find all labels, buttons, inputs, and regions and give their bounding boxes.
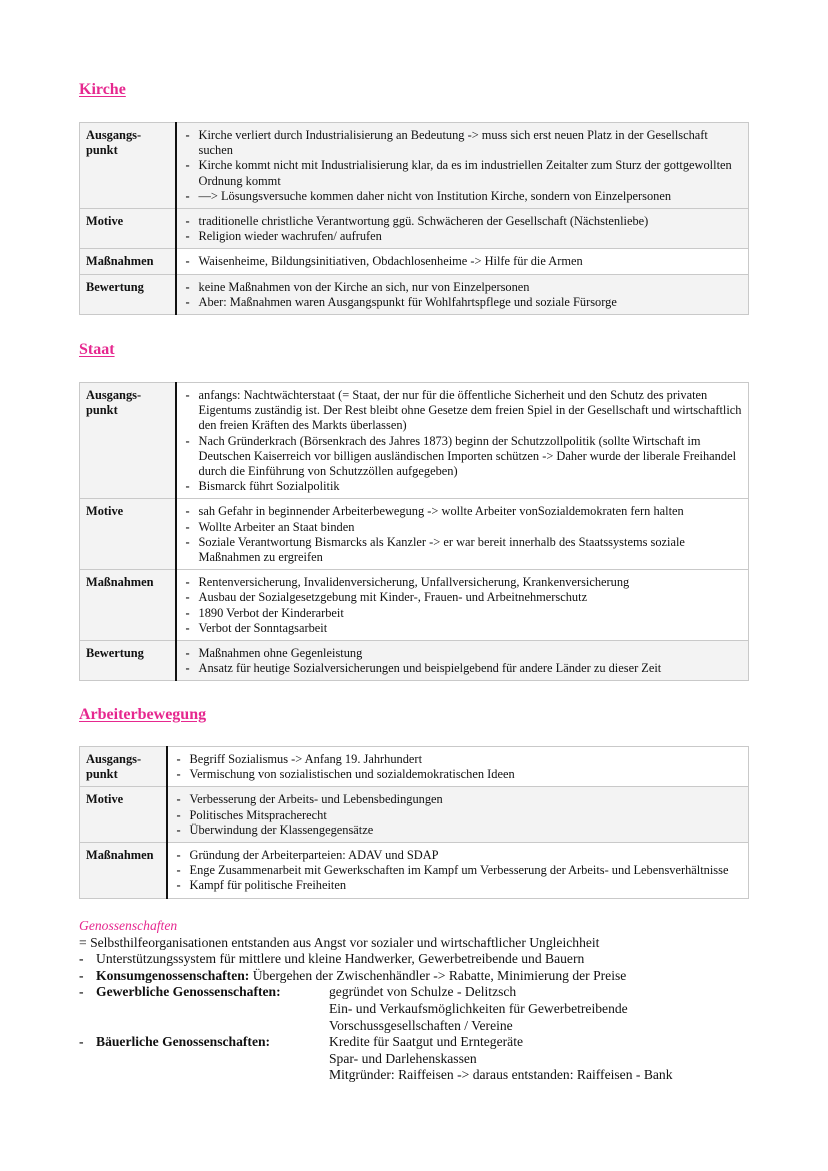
row-label: Motive [80,787,167,843]
list-item: - Soziale Verantwortung Bismarcks als Kanzler -> er war bereit innerhalb des Staatssystems soziale Maßnahmen zu ergreifen [183,535,743,565]
row-label: Maßnahmen [80,249,176,274]
row-label: Bewertung [80,641,176,681]
table-row [80,641,749,681]
list-item: - Kirche kommt nicht mit Industrialisierung klar, da es im industriellen Zeitalter zum Sturz der gottgewollten Ordnung kommt [183,158,743,188]
list-item [96,968,626,985]
list-item: - Waisenheime, Bildungsinitiativen, Obdachlosenheime -> Hilfe für die Armen [183,254,743,269]
list-item: Unterstützungssystem für mittlere und kleine Handwerker, Gewerbetreibende und Bauern [96,951,585,967]
list-item: - Rentenversicherung, Invalidenversicherung, Unfallversicherung, Krankenversicherung [183,575,743,590]
row-value [176,383,749,499]
row-value [176,123,749,209]
list-item: - Politisches Mitspracherecht [174,808,743,823]
list-item: - anfangs: Nachtwächterstaat (= Staat, der nur für die öffentliche Sicherheit und den Schutz des privaten Eigentums zuständig ist. Der Rest bleibt ohne Gesetze dem freien Spiel in der Gesellschaft und wirtschaftlich den freien Kräften des Markts überlassen) [183,388,743,434]
table-row [80,843,749,899]
table-kirche [79,122,749,315]
table-row [80,747,749,787]
heading-staat: Staat [79,341,115,358]
row-label-text: Ausgangs- punkt [86,752,142,782]
gewerb-line: Ein- und Verkaufsmöglichkeiten für Gewerbetreibende [329,1000,628,1016]
list-item: - Überwindung der Klassengegensätze [174,823,743,838]
table-row [80,209,749,249]
list-item: - Ansatz für heutige Sozialversicherungen und beispielgebend für andere Länder zu dieser Zeit [183,661,743,676]
list-item: - Verbesserung der Arbeits- und Lebensbedingungen [174,792,743,807]
list-item: - 1890 Verbot der Kinderarbeit [183,606,743,621]
list-item: - Bismarck führt Sozialpolitik [183,479,743,494]
row-value [176,499,749,570]
bauer-line: Kredite für Saatgut und Erntegeräte [329,1034,524,1050]
list-dash: - [79,984,84,1000]
row-label: Motive [80,209,176,249]
table-staat [79,382,749,681]
row-value [176,570,749,641]
konsum-label: Konsumgenossenschaften: [96,967,250,983]
gewerb-label: Gewerbliche Genossenschaften: [96,984,281,1000]
list-item: - Begriff Sozialismus -> Anfang 19. Jahrhundert [174,752,743,767]
list-item: - Vermischung von sozialistischen und sozialdemokratischen Ideen [174,767,743,782]
list-item: - sah Gefahr in beginnender Arbeiterbewegung -> wollte Arbeiter vonSozialdemokraten fern halten [183,504,743,519]
row-value [167,843,749,899]
list-dash: - [79,951,84,967]
genossenschaften-definition: = Selbsthilfeorganisationen entstanden aus Angst vor sozialer und wirtschaftlicher Ungleichheit [79,934,600,950]
konsum-text: Übergehen der Zwischenhändler -> Rabatte, Minimierung der Preise [249,967,627,983]
row-value [167,787,749,843]
row-label [80,747,167,787]
row-value [176,209,749,249]
row-label: Maßnahmen [80,570,176,641]
bauer-label: Bäuerliche Genossenschaften: [96,1034,271,1050]
list-item: - Ausbau der Sozialgesetzgebung mit Kinder-, Frauen- und Arbeitnehmerschutz [183,590,743,605]
bauer-line: Spar- und Darlehenskassen [329,1050,477,1066]
list-item: - Nach Gründerkrach (Börsenkrach des Jahres 1873) beginn der Schutzzollpolitik (sollte Wirtschaft im Deutschen Kaiserreich vor billigen ausländischen Importen schützen -> Daher wurde der liberale Freihandel durch die Einführung von Schutzzöllen aufgegeben) [183,434,743,480]
row-label: Bewertung [80,274,176,314]
bauer-line: Mitgründer: Raiffeisen -> daraus entstanden: Raiffeisen - Bank [329,1067,673,1083]
list-item: - keine Maßnahmen von der Kirche an sich, nur von Einzelpersonen [183,280,743,295]
list-item: - Enge Zusammenarbeit mit Gewerkschaften im Kampf um Verbesserung der Arbeits- und Lebensverhältnisse [174,863,743,878]
genossenschaften-section [79,918,759,1084]
list-item: - Verbot der Sonntagsarbeit [183,621,743,636]
row-value [176,274,749,314]
list-item: - Kampf für politische Freiheiten [174,878,743,893]
row-value [167,747,749,787]
list-item: - traditionelle christliche Verantwortung ggü. Schwächeren der Gesellschaft (Nächstenliebe) [183,214,743,229]
row-label: Maßnahmen [80,843,167,899]
row-label [80,383,176,499]
table-row [80,499,749,570]
row-label [80,123,176,209]
row-label: Motive [80,499,176,570]
list-item: - Kirche verliert durch Industrialisierung an Bedeutung -> muss sich erst neuen Platz in der Gesellschaft suchen [183,128,743,158]
table-row [80,383,749,499]
list-dash: - [79,1034,84,1050]
table-row [80,274,749,314]
genossenschaften-title: Genossenschaften [79,918,178,933]
list-dash: - [79,967,84,983]
list-item: - Maßnahmen ohne Gegenleistung [183,646,743,661]
row-value [176,641,749,681]
table-row [80,787,749,843]
list-item: - —> Lösungsversuche kommen daher nicht von Institution Kirche, sondern von Einzelpersonen [183,189,743,204]
gewerb-line: Vorschussgesellschaften / Vereine [329,1017,513,1033]
row-label-text: Ausgangs- punkt [86,128,142,158]
gewerb-line: gegründet von Schulze - Delitzsch [329,984,517,1000]
heading-arbeiterbewegung: Arbeiterbewegung [79,706,207,723]
list-item: - Wollte Arbeiter an Staat binden [183,520,743,535]
list-item: - Gründung der Arbeiterparteien: ADAV und SDAP [174,848,743,863]
table-arbeiterbewegung [79,746,749,899]
row-value [176,249,749,274]
row-label-text: Ausgangs- punkt [86,388,142,418]
table-row [80,570,749,641]
list-item: - Aber: Maßnahmen waren Ausgangspunkt für Wohlfahrtspflege und soziale Fürsorge [183,295,743,310]
table-row [80,123,749,209]
heading-kirche: Kirche [79,81,126,98]
table-row [80,249,749,274]
list-item: - Religion wieder wachrufen/ aufrufen [183,229,743,244]
